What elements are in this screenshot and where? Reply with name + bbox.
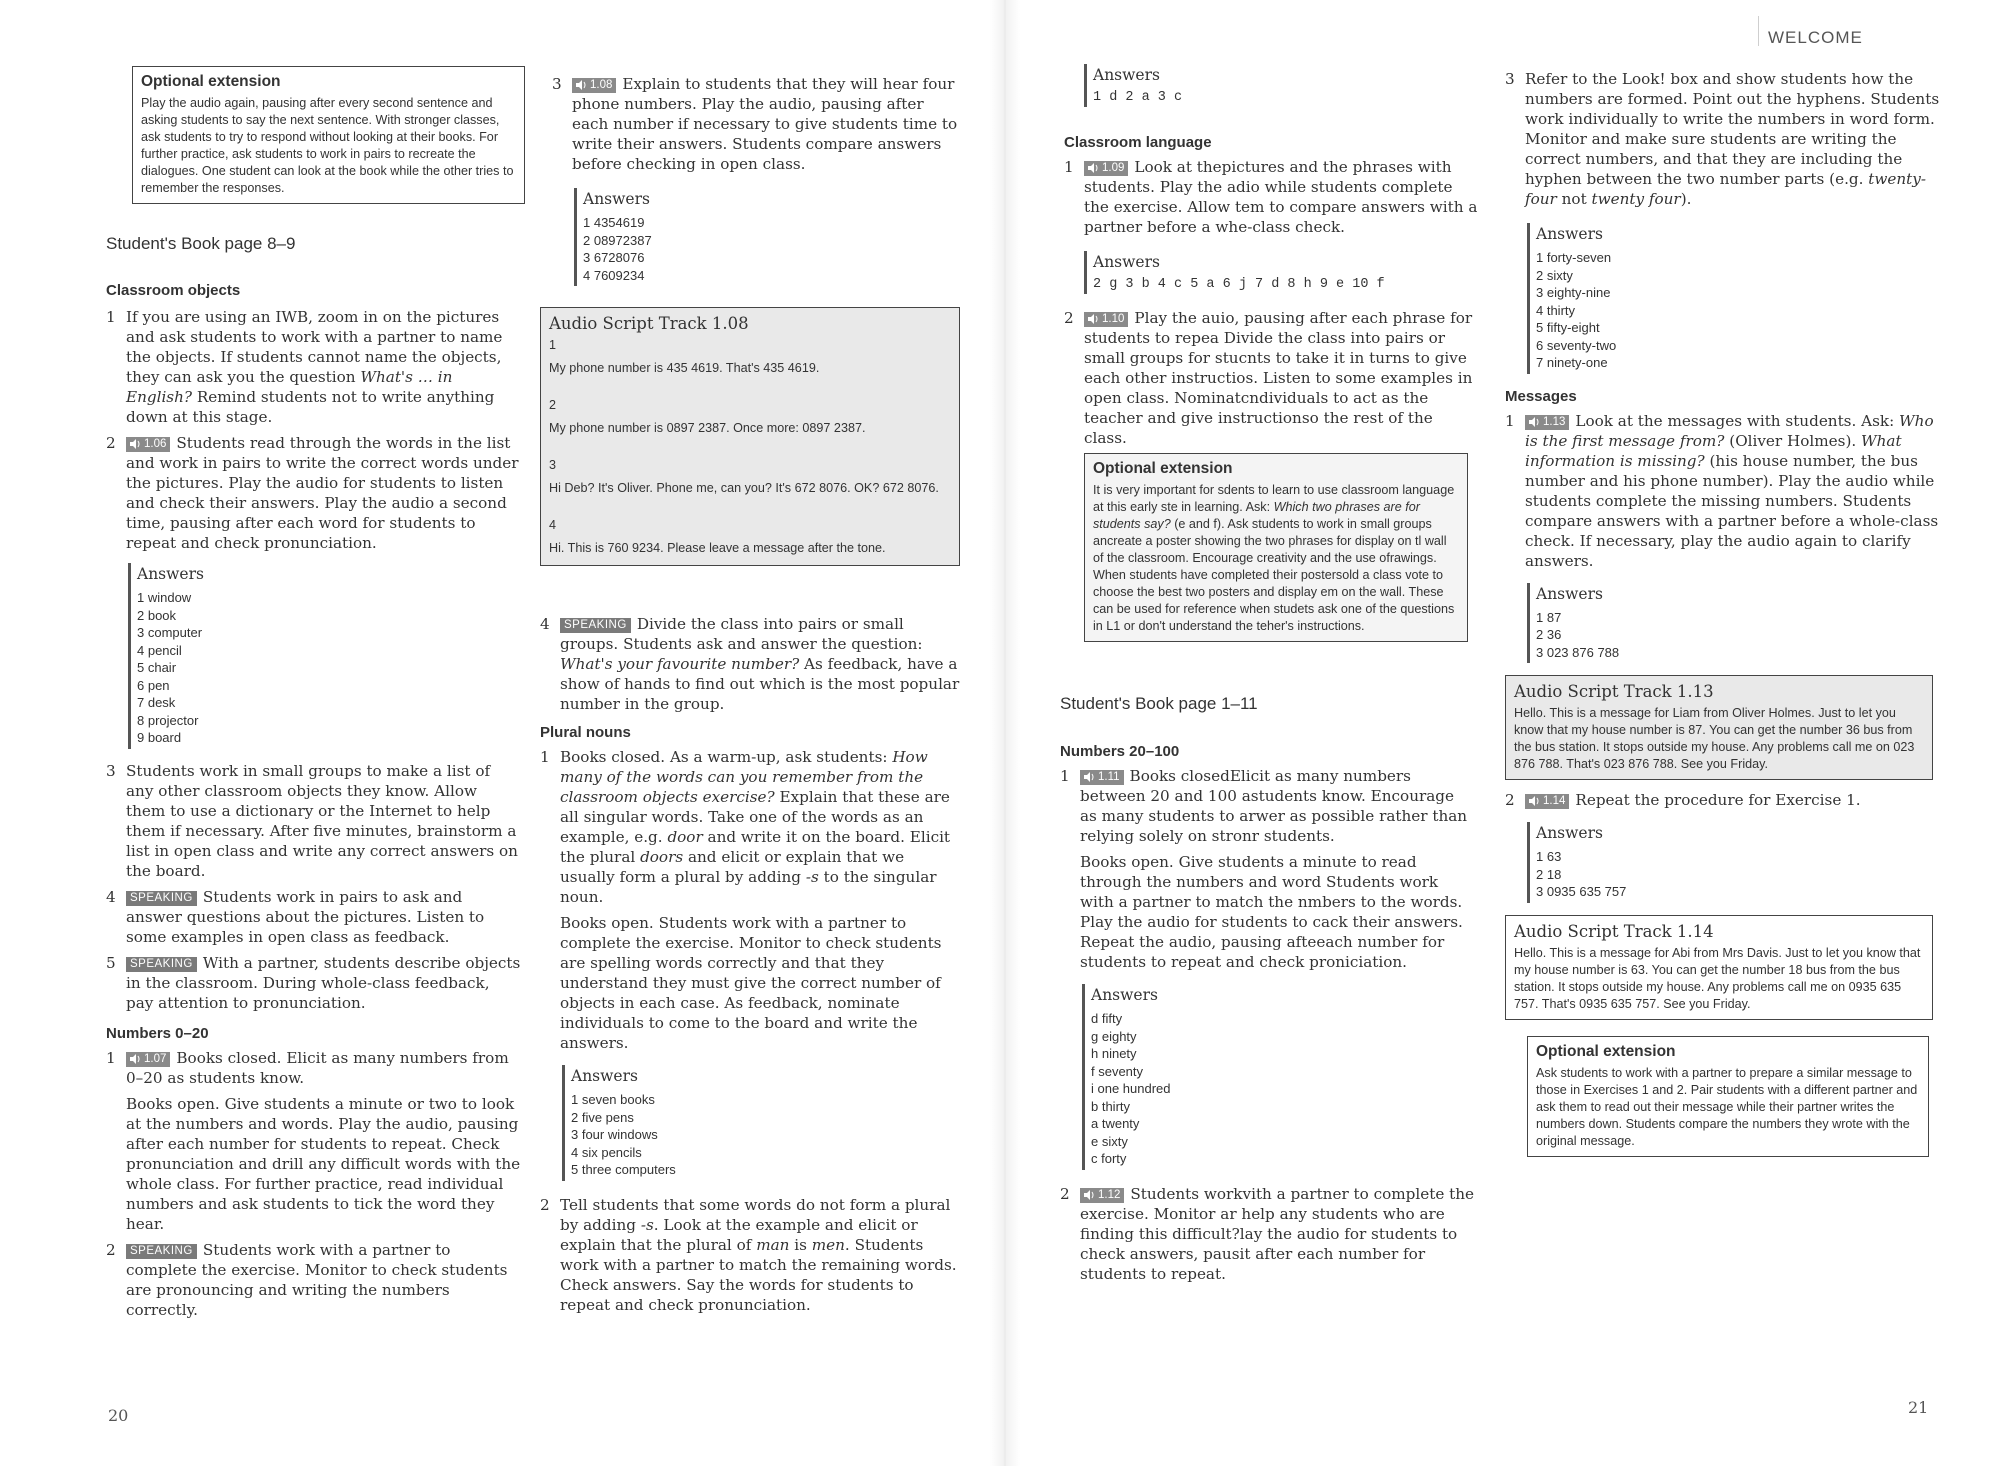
answer-item: 1 window <box>137 590 192 605</box>
answers-list <box>137 589 328 747</box>
answer-item: 2 five pens <box>571 1109 634 1125</box>
answer-item: 1 87 <box>1536 609 1562 625</box>
exercise-4-speaking: 4 SPEAKING Divide the class into pairs or small groups. Students ask and answer the question: What's your favourite number? As feedback, have a show of hands to find out which is the most popular number in the group. <box>540 614 960 720</box>
speaker-icon <box>1084 772 1096 782</box>
answer-item: 3 6728076 <box>583 250 645 265</box>
answer-item: f seventy <box>1091 1063 1144 1079</box>
answer-item: 1 seven books <box>571 1092 655 1107</box>
answers-box <box>1527 822 1727 903</box>
exercise-number: 1 <box>1064 158 1074 176</box>
exercise-number: 4 <box>106 887 116 906</box>
answers-title: Answers <box>1536 584 1603 603</box>
classroom-language-exercise-2: 2 1.10 Play the auio, pausing after each phrase for students to repea Divide the class into pairs or small groups for stucnts to take it in turns to give each other instructios. Listen to some examples in open class. Nominatcndividuals to act as the teacher and give instructionso the rest of the class. <box>1064 308 1479 454</box>
exercise-2: 2 1.06 Students read through the words in the list and work in pairs to write the correct words under the pictures. Play the audio for students to listen and check their answers. Play the audio a second time, pausing after each word for students to repeat and check pronunciation. <box>106 433 521 559</box>
speaker-icon <box>1084 1190 1096 1200</box>
column2-lower <box>540 614 960 1321</box>
optional-extension-box <box>132 66 525 204</box>
exercise-number: 3 <box>552 75 562 93</box>
section-header: WELCOME <box>1768 28 1863 47</box>
answer-item: 3 023 876 788 <box>1536 644 1620 660</box>
section-heading-sb-8-9: Student's Book page 8–9 <box>106 234 296 253</box>
speaker-icon <box>1529 417 1541 427</box>
numbers-20-100-exercise-2: 2 1.12 Students workvith a partner to complete the exercise. Monitor ar help any students who are finding this difficult?lay the audio for students to check answers, pausit after each number for students to repeat. <box>1060 1184 1475 1290</box>
exercise-5: 5 SPEAKING With a partner, students describe objects in the classroom. During whole-class feedback, pay attention to pronunciation. <box>106 953 521 1019</box>
subheading-plural-nouns: Plural nouns <box>540 724 631 741</box>
exercise-3-look: 3 Refer to the Look! box and show students how the numbers are formed. Point out the hyphens. Students work individually to write the numbers in word form. Monitor and make sure students are writing the correct numbers, and that they are including the hyphen between the two number parts (e.g. twenty-four not twenty four). <box>1505 69 1945 215</box>
speaking-tag: SPEAKING <box>126 1244 197 1259</box>
answer-item: 2 08972387 <box>583 232 652 248</box>
answer-item: d fifty <box>1091 1011 1123 1026</box>
audio-script-item-text: Hi. This is 760 9234. Please leave a message after the tone. <box>549 541 886 555</box>
book-gutter <box>990 0 1020 1466</box>
answer-item: a twenty <box>1091 1116 1140 1131</box>
exercise-number: 3 <box>1505 70 1515 88</box>
optional-extension-body: Play the audio again, pausing after every second sentence and asking students to say the next sentence. With stronger classes, ask students to try to respond without looking at their books. For further practice, ask students to work in pairs to recreate the dialogues. One student can look at the book while the other tries to remember the responses. <box>141 96 514 195</box>
speaker-icon <box>576 80 588 90</box>
answer-item: 4 thirty <box>1536 302 1576 318</box>
audio-script-item <box>549 397 951 437</box>
answer-item: 7 ninety-one <box>1536 355 1608 370</box>
audio-track-tag: 1.14 <box>1525 794 1569 809</box>
optional-extension-box-mid <box>1084 453 1468 642</box>
audio-script-title: Audio Script Track 1.08 <box>549 314 749 333</box>
column4-content <box>1505 69 1945 1157</box>
answer-item: 5 chair <box>137 660 177 675</box>
answers-line: 1 d 2 a 3 c <box>1093 90 1183 105</box>
speaking-tag: SPEAKING <box>126 957 197 972</box>
exercise-number: 2 <box>1064 309 1074 327</box>
exercise-number: 1 <box>1505 411 1515 430</box>
audio-script-body: Hello. This is a message for Abi from Mrs Davis. Just to let you know that my house number is 63. You can get the number 18 bus from the bus station. It stops outside my house. Any problems call me on 0935 635 757. That's 0935 635 757. See you Friday. <box>1514 945 1921 1011</box>
answers-list <box>1091 1010 1282 1168</box>
audio-script-items <box>549 337 951 557</box>
page-number-right: 21 <box>1908 1398 1929 1417</box>
answers-box <box>1084 251 1434 294</box>
audio-script-item-number: 2 <box>549 398 557 412</box>
header-divider <box>1758 16 1759 46</box>
exercise-number: 2 <box>106 1240 116 1259</box>
answers-box <box>574 188 774 286</box>
exercise-number: 2 <box>540 1195 550 1214</box>
exercise-number: 2 <box>1060 1184 1070 1203</box>
speaker-icon <box>130 439 142 449</box>
answer-item: 2 sixty <box>1536 267 1573 283</box>
audio-track-tag: 1.09 <box>1084 161 1128 176</box>
answers-title: Answers <box>1093 253 1160 271</box>
subheading-classroom-language: Classroom language <box>1064 134 1212 151</box>
audio-script-1-08 <box>540 307 960 566</box>
exercise-number: 2 <box>1505 791 1515 809</box>
answer-item: 1 4354619 <box>583 215 645 230</box>
plural-exercise-1: 1 Books closed. As a warm-up, ask students: How many of the words can you remember from the classroom objects exercise? Explain that these are all singular words. Take one of the words as an example, e.g. door and write it on the board. Elicit the plural doors and elicit or explain that we usually form a plural by adding -s to the singular noun. Books open. Students work with a partner to complete the exercise. Monitor to check students are spelling words correctly and that they understand they must give the correct number of objects in each case. As feedback, nominate individuals to come to the board and write the answers. <box>540 747 960 1059</box>
answer-item: 1 forty-seven <box>1536 250 1612 265</box>
numbers-exercise-2: 2 SPEAKING Students work with a partner to complete the exercise. Monitor to check students are pronouncing and writing the numbers correctly. <box>106 1240 521 1326</box>
subheading-messages: Messages <box>1505 387 1577 405</box>
answers-box <box>1082 984 1282 1170</box>
messages-exercise-2: 2 1.14 Repeat the procedure for Exercise 1. <box>1505 790 1945 816</box>
audio-script-item <box>549 457 951 497</box>
answer-item: 9 board <box>137 730 182 745</box>
exercise-number: 2 <box>106 434 116 452</box>
answer-item: 5 three computers <box>571 1162 676 1177</box>
answer-item: 5 fifty-eight <box>1536 320 1600 335</box>
speaker-icon <box>1529 796 1541 806</box>
exercise-number: 1 <box>1060 767 1070 785</box>
speaker-icon <box>1088 314 1100 324</box>
answer-item: b thirty <box>1091 1098 1131 1114</box>
audio-script-item-number: 4 <box>549 518 557 532</box>
audio-script-item-text: Hi Deb? It's Oliver. Phone me, can you? It's 672 8076. OK? 672 8076. <box>549 481 939 495</box>
answer-item: g eighty <box>1091 1028 1137 1044</box>
answer-item: 3 eighty-nine <box>1536 285 1611 300</box>
answer-item: 3 0935 635 757 <box>1536 884 1627 899</box>
answers-line: 2 g 3 b 4 c 5 a 6 j 7 d 8 h 9 e 10 f <box>1093 277 1385 292</box>
answer-item: i one hundred <box>1091 1081 1171 1096</box>
answer-item: 4 pencil <box>137 642 182 658</box>
optional-extension-body: It is very important for sdents to learn to use classroom language at this early ste in learning. Ask: Which two phrases are for students say? (e and f). Ask students to work in small groups ancreate a poster showing the two phrases for display on tl wall of the classroom. Encourage creativity and the use ofrawings. When students have completed their postersold a class vote to choose the best two posters and display em on the wall. These can be used for reference when studets ask one of the questions in L1 or don't understand the teher's instructions. <box>1093 483 1455 633</box>
numbers-exercise-1: 1 1.07 Books closed. Elicit as many numbers from 0–20 as students know. Books open. Give students a minute or two to look at the numbers and words. Play the audio, pausing after each number for students to repeat. Check pronunciation and drill any difficult words with the whole class. For further practice, read individual numbers and ask students to tick the word they hear. <box>106 1048 521 1240</box>
exercise-number: 1 <box>540 748 550 766</box>
answers-title: Answers <box>137 565 204 583</box>
answers-list <box>571 1091 762 1179</box>
optional-extension-title: Optional extension <box>1536 1042 1676 1060</box>
speaking-tag: SPEAKING <box>560 618 631 633</box>
plural-exercise-2: 2 Tell students that some words do not form a plural by adding -s. Look at the example and elicit or explain that the plural of man is men. Students work with a partner to match the remaining words. Check answers. Say the words for students to repeat and check pronunciation. <box>540 1195 960 1321</box>
optional-extension-box-bottom <box>1527 1036 1929 1157</box>
audio-track-tag: 1.07 <box>126 1052 170 1067</box>
answer-item: 3 computer <box>137 625 203 640</box>
audio-script-item-number: 1 <box>549 338 557 352</box>
answer-item: 1 63 <box>1536 849 1562 864</box>
answers-box-top <box>1084 64 1284 107</box>
answers-list <box>1536 249 1727 372</box>
exercise-number: 4 <box>540 615 550 633</box>
answer-item: c forty <box>1091 1151 1127 1166</box>
answer-item: 6 seventy-two <box>1536 337 1617 353</box>
answer-item: e sixty <box>1091 1133 1128 1149</box>
answers-list <box>1536 848 1727 901</box>
exercise-1: 1 If you are using an IWB, zoom in on the pictures and ask students to work with a partner to name the objects. If students cannot name the objects, they can ask you the question What's … in English? Remind students not to write anything down at this stage. <box>106 307 521 433</box>
classroom-language-exercise-1: 1 1.09 Look at thepictures and the phrases with students. Play the adio while students complete the exercise. Allow tem to compare answers with a partner before a whe-class check. <box>1064 157 1479 243</box>
numbers-20-100-exercise-1: 1 1.11 Books closedElicit as many numbers between 20 and 100 astudents know. Encourage as many students to arwer as possible rather than relying solely on stronr students. Books open. Give students a minute to read through the numbers and word Students work with a partner to match the nmbers to the words. Play the audio for students to cack their answers. Repeat the audio, pausing afteeach number for students to repeat and check proniciation. <box>1060 766 1475 978</box>
subheading-numbers-0-20: Numbers 0–20 <box>106 1024 209 1042</box>
speaker-icon <box>1088 163 1100 173</box>
exercise-number: 3 <box>106 761 116 780</box>
audio-track-tag: 1.13 <box>1525 415 1569 430</box>
exercise-3: 3 Students work in small groups to make a list of any other classroom objects they know. Allow them to use a dictionary or the Internet to help them if necessary. After five minutes, brainstorm a list in open class and write any correct answers on the board. <box>106 761 521 887</box>
audio-script-title: Audio Script Track 1.14 <box>1514 921 1714 941</box>
answers-title: Answers <box>1093 66 1160 84</box>
answers-list <box>583 214 774 284</box>
answers-title: Answers <box>1536 824 1603 842</box>
audio-track-tag: 1.08 <box>572 78 616 93</box>
audio-script-title: Audio Script Track 1.13 <box>1514 682 1714 701</box>
answers-box <box>1527 223 1727 374</box>
audio-track-tag: 1.11 <box>1080 770 1124 785</box>
answers-title: Answers <box>1536 225 1603 243</box>
classroom-objects-exercises <box>106 307 521 1326</box>
answer-item: 2 18 <box>1536 866 1562 882</box>
audio-script-item-text: My phone number is 435 4619. That's 435 4619. <box>549 361 820 375</box>
audio-script-item <box>549 337 951 377</box>
audio-script-1-13 <box>1505 675 1933 780</box>
answer-item: 4 7609234 <box>583 267 645 283</box>
answer-item: 6 pen <box>137 677 170 693</box>
answer-item: 2 book <box>137 607 177 623</box>
answers-title: Answers <box>1091 986 1158 1004</box>
column2-content <box>552 74 962 300</box>
section-heading-sb-1-11: Student's Book page 1–11 <box>1060 694 1258 713</box>
exercise-number: 1 <box>106 1048 116 1067</box>
answers-box <box>128 563 328 749</box>
numbers-20-100-section <box>1060 743 1475 1290</box>
answer-item: 8 projector <box>137 712 199 728</box>
optional-extension-title: Optional extension <box>141 73 281 90</box>
answer-item: 3 four windows <box>571 1127 658 1142</box>
answer-item: 7 desk <box>137 695 176 710</box>
audio-script-1-14 <box>1505 915 1933 1020</box>
audio-script-body: Hello. This is a message for Liam from Oliver Holmes. Just to let you know that my house number is 87. You can get the number 36 bus from the bus station. It stops outside my house. Any problems call me on 023 876 788. That's 023 876 788. See you Friday. <box>1514 706 1915 771</box>
audio-track-tag: 1.12 <box>1080 1188 1124 1203</box>
classroom-language-section <box>1064 134 1479 454</box>
answer-item: h ninety <box>1091 1046 1137 1061</box>
audio-script-item-number: 3 <box>549 458 557 472</box>
answer-item: 2 36 <box>1536 627 1562 642</box>
audio-script-item <box>549 517 951 557</box>
answers-box <box>1527 583 1727 664</box>
subheading-classroom-objects: Classroom objects <box>106 282 241 299</box>
answers-title: Answers <box>571 1067 638 1085</box>
speaking-tag: SPEAKING <box>126 891 197 906</box>
exercise-4: 4 SPEAKING Students work in pairs to ask and answer questions about the pictures. Listen to some examples in open class as feedback. <box>106 887 521 953</box>
page-number-left: 20 <box>108 1406 129 1425</box>
optional-extension-body: Ask students to work with a partner to prepare a similar message to those in Exercises 1 and 2. Pair students with a different partner and ask them to read out their message while their partner writes the numbers down. Students compare the numbers they wrote with the original message. <box>1536 1065 1918 1148</box>
answers-list <box>1536 609 1727 662</box>
exercise-number: 5 <box>106 953 116 972</box>
answer-item: 4 six pencils <box>571 1144 642 1160</box>
audio-track-tag: 1.10 <box>1084 312 1128 327</box>
audio-track-tag: 1.06 <box>126 437 170 452</box>
subheading-numbers-20-100: Numbers 20–100 <box>1060 743 1180 760</box>
answers-box <box>562 1065 762 1181</box>
exercise-number: 1 <box>106 308 116 326</box>
speaker-icon <box>130 1054 142 1064</box>
answers-title: Answers <box>583 190 650 208</box>
optional-extension-title: Optional extension <box>1093 460 1233 477</box>
audio-script-item-text: My phone number is 0897 2387. Once more: 0897 2387. <box>549 421 866 435</box>
messages-exercise-1: 1 1.13 Look at the messages with students. Ask: Who is the first message from? (Oliver Holmes). What information is missing? (his house number, the bus number and his phone number). Play the audio while students complete the missing numbers. Students compare answers with a partner before a whole-class check. If necessary, play the audio again to clarify answers. <box>1505 411 1945 577</box>
exercise-3-phone: 3 1.08 Explain to students that they will hear four phone numbers. Play the audio, pausing after each number if necessary to give students time to write their answers. Students compare answers before checking in open class. <box>552 74 962 180</box>
